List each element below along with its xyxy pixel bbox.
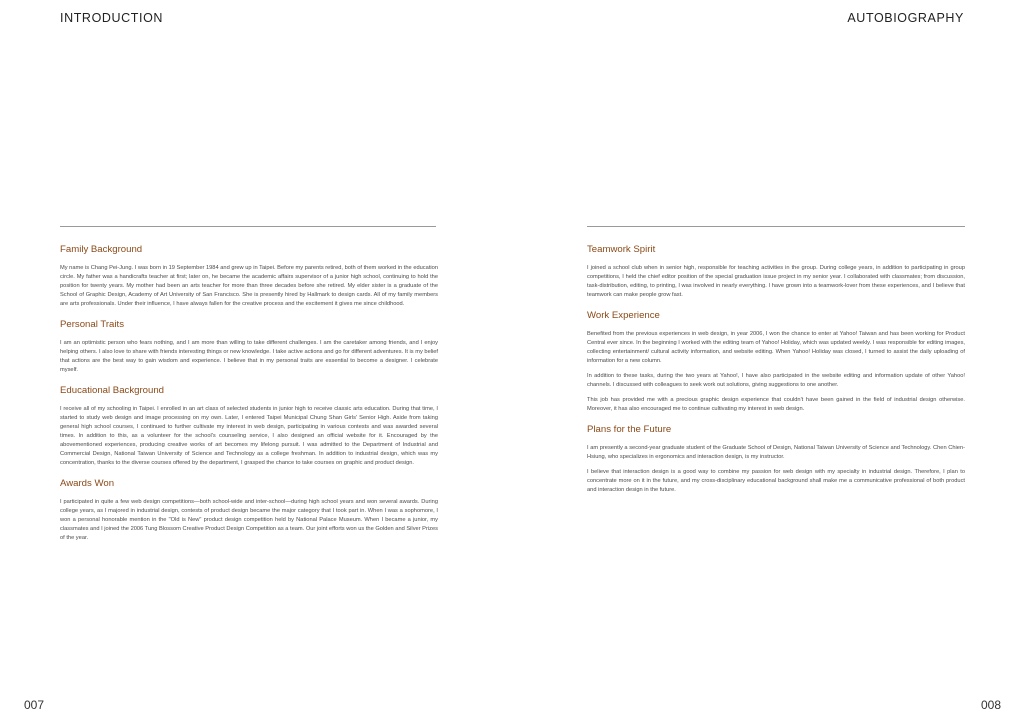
section-awards-won [60,478,438,543]
section-heading: Educational Background [60,385,165,396]
section-heading: Awards Won [60,478,115,489]
section-paragraph: I am presently a second-year graduate student of the Graduate School of Design, National Taiwan University of Science and Technology. Chen Chien-Hsiung, who specializes in ergonomics and interaction design, is my instructor. [587,445,965,460]
section-paragraph: In addition to these tasks, during the two years at Yahoo!, I have also participated in the website editing and information update of other Yahoo! channels. I discussed with colleagues to seek work out solutions, giving suggestions to one another. [587,373,965,388]
divider-rule-right [587,226,965,227]
section-heading: Family Background [60,244,143,255]
section-paragraph: I receive all of my schooling in Taipei. I enrolled in an art class of selected students in junior high to receive classic arts education. During that time, I started to study web design and image processing on my own. Later, I entered Taipei Municipal Chung Shan Girls' Senior High. Aside from taking general high school courses, I continued to further cultivate my interest in web design, participating in various contests and was awarded several times. In addition to this, as a volunteer for the school's counseling service, I also designed an official website for it. Encouraged by the abovementioned experiences, producing creative works of art becomes my lifelong pursuit. I was admitted to the Department of Industrial and Commercial Design, National Taiwan University of Science and Technology as a college freshman. In addition to industrial design, which was my concentration, thanks to the diverse courses offered by the department, I grasped the chance to take courses on graphic and product design. [60,406,438,466]
section-heading: Teamwork Spirit [587,244,656,255]
section-paragraph: I believe that interaction design is a good way to combine my passion for web design with my specialty in industrial design. Therefore, I plan to concentrate more on it in the future, and my cross-disciplinary educational background shall make me a communicative professional of both product and interaction design in the future. [587,469,965,493]
section-work-experience [587,310,965,414]
section-paragraph: I am an optimistic person who fears nothing, and I am more than willing to take different challenges. I am the caretaker among friends, and I enjoy helping others. I also love to share with friends interesting things or new knowledge. I take active actions and go for different adventures. It is my belief that actions are the best way to gain wisdom and experience. I believe that in my personal traits are essential to become a designer. I celebrate myself. [60,340,438,373]
section-teamwork-spirit [587,244,965,300]
section-heading: Plans for the Future [587,424,672,435]
section-heading: Personal Traits [60,319,124,330]
section-heading: Work Experience [587,310,660,321]
section-family-background [60,244,438,309]
section-paragraph: Benefited from the previous experiences in web design, in year 2006, I won the chance to enter at Yahoo! Taiwan and has been working for Product Central ever since. In the beginning I worked with the editing team of Yahoo! Holiday, which was updated weekly. I was responsible for editing images, collecting entertainment/ cultural activity information, and website editing. When Yahoo! Holiday was closed, I turned to assist the daily uploading of information for a new column. [587,331,965,364]
section-educational-background [60,385,438,468]
page-number-left: 007 [24,698,45,712]
running-head-right: AUTOBIOGRAPHY [847,11,964,25]
divider-rule-left [60,226,436,227]
right-page-column [587,244,965,505]
section-paragraph: This job has provided me with a precious graphic design experience that couldn't have been gained in the field of industrial design otherwise. Moreover, it has also encouraged me to continue cultivating my interest in web design. [587,397,965,412]
section-personal-traits [60,319,438,375]
left-page-column [60,244,438,553]
section-paragraph: I participated in quite a few web design competitions—both school-wide and inter-school—during high school years and won several awards. During college years, as I majored in industrial design, contests of product design became the major category that I took part in. When I was a sophomore, I won a personal honorable mention in the "Old is New" product design competition held by National Palace Museum. When I became a junior, my classmates and I joined the 2006 Tung Blossom Creative Product Design Competition as a team. Our joint efforts won us the Golden and Silver Prizes of the year. [60,499,438,541]
running-head-left: INTRODUCTION [60,11,164,25]
section-paragraph: My name is Chang Pei-Jung. I was born in 19 September 1984 and grew up in Taipei. Before my parents retired, both of them worked in the education circle. My father was a handicrafts teacher at first; later on, he became the academic affairs supervisor of a junior high school, continuing to hold the position for twenty years. My mother had been an arts teacher for more than three decades before she retired. My elder sister is a graduate of the School of Graphic Design, Academy of Art University of San Francisco. She is presently hired by Hallmark to design cards. All of my family members are arts professionals. Under their influence, I have always fallen for the creative process and the excitement it gives me since childhood. [60,265,438,307]
section-paragraph: I joined a school club when in senior high, responsible for teaching activities in the group. During college years, in addition to participating in group competitions, I held the chief editor position of the special graduation issue project in my senior year. I collaborated with classmates; from discussion, task-distribution, editing, to printing, I was involved in nearly everything. I have grown into a teamwork-lover from these experiences, and I believe that teamwork can make people grow fast. [587,265,965,298]
page-number-right: 008 [980,698,1001,712]
section-plans-for-the-future [587,424,965,495]
